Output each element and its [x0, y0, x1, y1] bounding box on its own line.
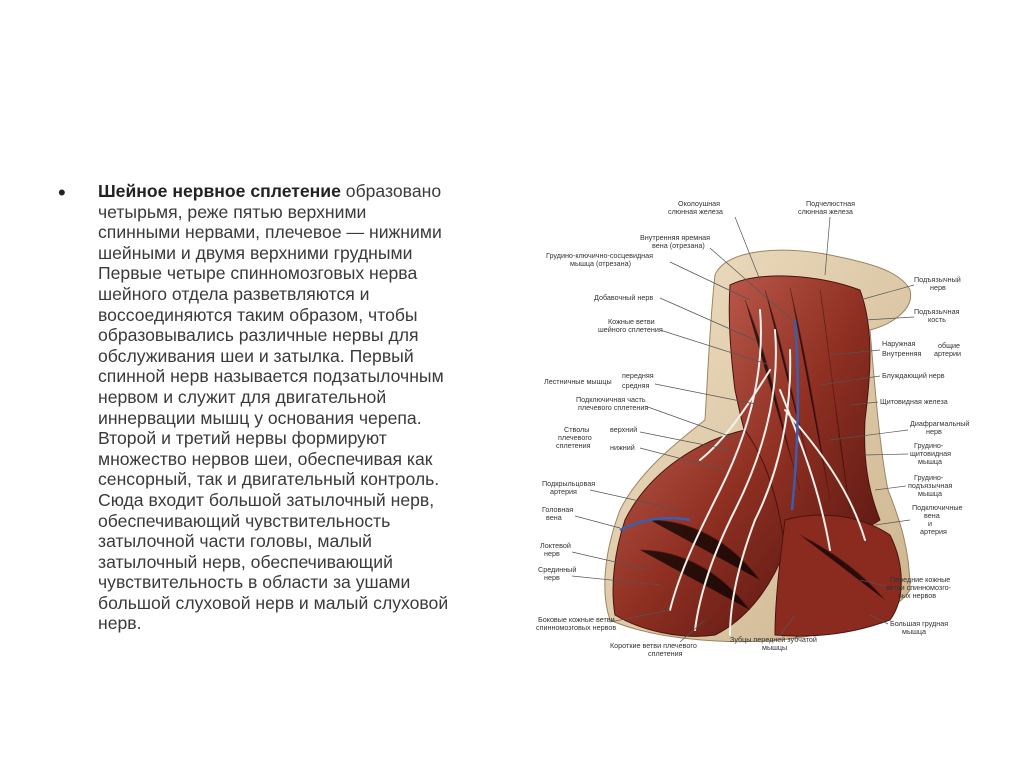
label-lateral-cut-a: Боковые кожные ветви [538, 615, 615, 624]
label-subclavian-vessels-a: Подключичные [912, 503, 963, 512]
label-serratus-b: мышцы [762, 643, 788, 652]
text-line: Сюда входит большой затылочный нерв, [98, 489, 435, 510]
label-subclavian-vessels-c: и [928, 519, 933, 528]
label-hyoid-a: Подъязычная [914, 307, 960, 316]
label-subclavian-vessels-b: вена [924, 511, 940, 520]
label-subclavian-vessels-d: артерия [920, 527, 947, 536]
label-int-carotid: Внутренняя [882, 349, 922, 358]
label-thyroid: Щитовидная железа [880, 397, 948, 406]
text-line: шейного отдела разветвляются и [98, 283, 370, 304]
label-lateral-cut-b: спинномозговых нервов [536, 623, 617, 632]
label-cephalic-b: вена [546, 513, 562, 522]
label-ulnar-a: Локтевой [540, 541, 571, 550]
text-line: образовывались различные нервы для [98, 325, 419, 346]
pectoral-muscle [775, 515, 901, 636]
bullet-marker: • [58, 180, 66, 205]
label-median-b: нерв [544, 573, 560, 582]
label-cephalic-a: Головная [542, 505, 574, 514]
label-anterior-cut-c: вых нервов [898, 591, 937, 600]
label-ext-carotid: Наружная [882, 339, 916, 348]
label-axillary-b: артерия [550, 487, 577, 496]
label-cutaneous-a: Кожные ветви [608, 317, 655, 326]
label-pectoralis-b: мышца [902, 627, 926, 636]
neck-dissection-drawing [530, 190, 970, 660]
label-hyoid-b: кость [928, 315, 946, 324]
label-submandibular-b: слюнная железа [798, 207, 853, 216]
label-sternothyroid-a: Грудино- [914, 441, 944, 450]
label-trunk-lower: нижний [610, 443, 635, 452]
label-scalene-ant: передняя [622, 371, 654, 380]
text-line: четырьмя, реже пятью верхними [98, 201, 367, 222]
label-accessory: Добавочный нерв [594, 293, 654, 302]
text-line: большой слуховой нерв и малый слуховой [98, 592, 449, 613]
text-line: чувствительность в области за ушами [98, 572, 411, 593]
label-jugular-a: Внутренняя яремная [640, 233, 711, 242]
text-line: обеспечивающий чувствительность [98, 510, 391, 531]
label-short-branches-a: Короткие ветви плечевого [610, 641, 697, 650]
lead-term: Шейное нервное сплетение [98, 181, 341, 201]
label-cutaneous-b: шейного сплетения [598, 325, 663, 334]
label-short-branches-b: сплетения [648, 649, 683, 658]
label-scalene: Лестничные мышцы [544, 377, 612, 386]
text-line: множество нервов шеи, обеспечивая как [98, 448, 433, 469]
label-vagus: Блуждающий нерв [882, 371, 945, 380]
label-parotid-a: Околоушная [678, 199, 721, 208]
body-text [98, 181, 500, 634]
label-trunks-b: плечевого [558, 433, 592, 442]
text-line: Первые четыре спинномозговых нерва [98, 263, 418, 284]
label-sternohyoid-c: мышца [918, 489, 942, 498]
label-pectoralis-a: Большая грудная [890, 619, 949, 628]
label-scm-b: мышца (отрезана) [570, 259, 631, 268]
text-line: нерв. [98, 613, 142, 634]
text-line: затылочной части головы, малый [98, 531, 372, 552]
label-carotid-arteries: артерии [934, 349, 962, 358]
label-axillary-a: Подкрыльцовая [542, 479, 596, 488]
text-line: шейными и двумя верхними грудными [98, 242, 413, 263]
label-trunk-upper: верхний [610, 425, 638, 434]
label-jugular-b: вена (отрезана) [652, 241, 705, 250]
label-sternohyoid-a: Грудино- [914, 473, 944, 482]
text-line: спинными нервами, плечевое — нижними [98, 222, 442, 243]
label-scalene-mid: средняя [622, 381, 650, 390]
label-phrenic-b: нерв [926, 427, 942, 436]
text-line: иннервации мышц у основания черепа. [98, 407, 422, 428]
label-serratus-a: Зубцы передней зубчатой [730, 635, 817, 644]
label-median-a: Срединный [538, 565, 577, 574]
label-hypoglossal-a: Подъязычный [914, 275, 961, 284]
label-sternothyroid-c: мышца [918, 457, 942, 466]
label-ulnar-b: нерв [544, 549, 560, 558]
text-line: обслуживания шеи и затылка. Первый [98, 345, 414, 366]
text-line: Второй и третий нервы формируют [98, 428, 387, 449]
label-subclavian-a: Подключичная часть [576, 395, 646, 404]
text-line: воссоединяются таким образом, чтобы [98, 304, 418, 325]
label-scm-a: Грудино-ключично-сосцевидная [546, 251, 654, 260]
label-carotid-common: общие [938, 341, 961, 350]
label-subclavian-b: плечевого сплетения [578, 403, 649, 412]
label-anterior-cut-a: Передние кожные [890, 575, 951, 584]
text-line: сенсорный, так и двигательный контроль. [98, 469, 440, 490]
label-hypoglossal-b: нерв [930, 283, 946, 292]
label-parotid-b: слюнная железа [668, 207, 723, 216]
text-line: затылочный нерв, обеспечивающий [98, 551, 393, 572]
label-sternohyoid-b: подъязычная [908, 481, 953, 490]
label-anterior-cut-b: ветви спинномозго- [886, 583, 952, 592]
label-trunks-a: Стволы [564, 425, 590, 434]
label-submandibular-a: Подчелюстная [806, 199, 856, 208]
label-sternothyroid-b: щитовидная [910, 449, 952, 458]
text-line-1: Шейное нервное сплетение образовано [98, 181, 442, 201]
label-phrenic-a: Диафрагмальный [910, 419, 970, 428]
text-line: спинной нерв называется подзатылочным [98, 366, 444, 387]
anatomy-illustration [530, 190, 970, 660]
label-trunks-c: сплетения [556, 441, 591, 450]
text-line: нервом и служит для двигательной [98, 386, 387, 407]
